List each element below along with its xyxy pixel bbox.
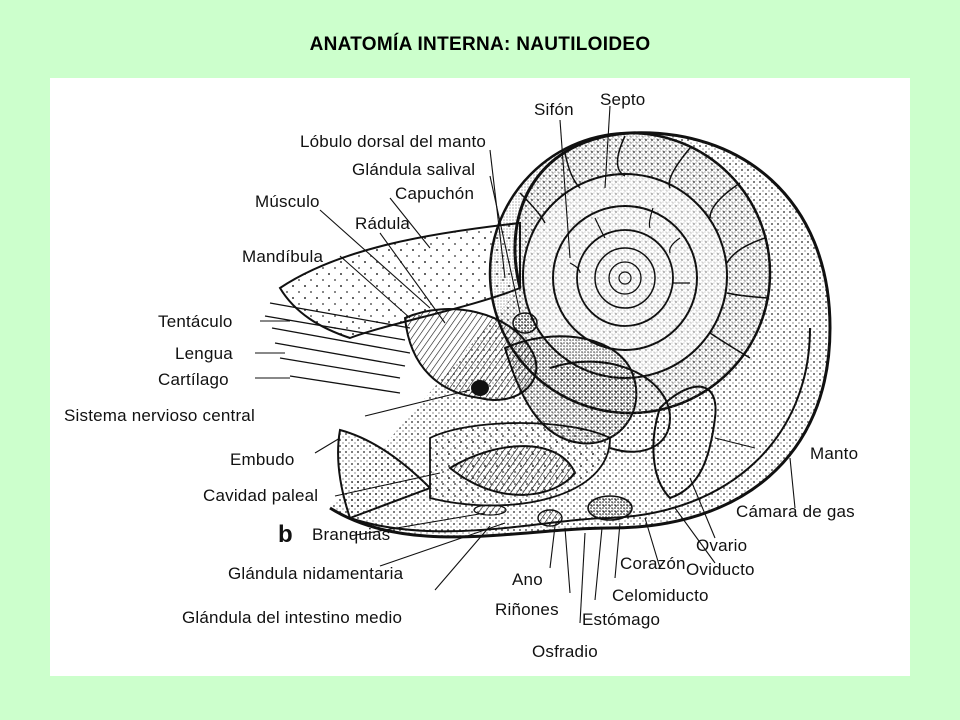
label-branquias: Branquias — [312, 525, 391, 544]
label-manto: Manto — [810, 444, 859, 463]
label-cavidad-paleal: Cavidad paleal — [203, 486, 319, 505]
label-ovario: Ovario — [696, 536, 748, 555]
label-mandibula: Mandíbula — [242, 247, 324, 266]
label-corazon: Corazón — [620, 554, 686, 573]
label-septo: Septo — [600, 90, 646, 109]
label-lobulo-dorsal: Lóbulo dorsal del manto — [300, 132, 487, 151]
label-embudo: Embudo — [230, 450, 295, 469]
label-radula: Rádula — [355, 214, 411, 233]
page-title: ANATOMÍA INTERNA: NAUTILOIDEO — [309, 34, 651, 55]
label-estomago: Estómago — [582, 610, 661, 629]
label-musculo: Músculo — [255, 192, 320, 211]
label-glandula-intestino: Glándula del intestino medio — [182, 608, 403, 627]
label-glandula-nidamentaria: Glándula nidamentaria — [228, 564, 404, 583]
label-capuchon: Capuchón — [395, 184, 475, 203]
label-tentaculo: Tentáculo — [158, 312, 233, 331]
label-rinones: Riñones — [495, 600, 559, 619]
label-celomiducto: Celomiducto — [612, 586, 709, 605]
label-glandula-salival: Glándula salival — [352, 160, 476, 179]
label-sistema-nervioso: Sistema nervioso central — [64, 406, 255, 425]
label-camara-gas: Cámara de gas — [736, 502, 855, 521]
label-ano: Ano — [512, 570, 543, 589]
label-oviducto: Oviducto — [686, 560, 755, 579]
diagram-panel — [50, 78, 910, 676]
figure-letter: b — [278, 521, 293, 548]
label-lengua: Lengua — [175, 344, 233, 363]
label-cartilago: Cartílago — [158, 370, 229, 389]
label-sifon: Sifón — [534, 100, 574, 119]
label-osfradio: Osfradio — [532, 642, 598, 661]
